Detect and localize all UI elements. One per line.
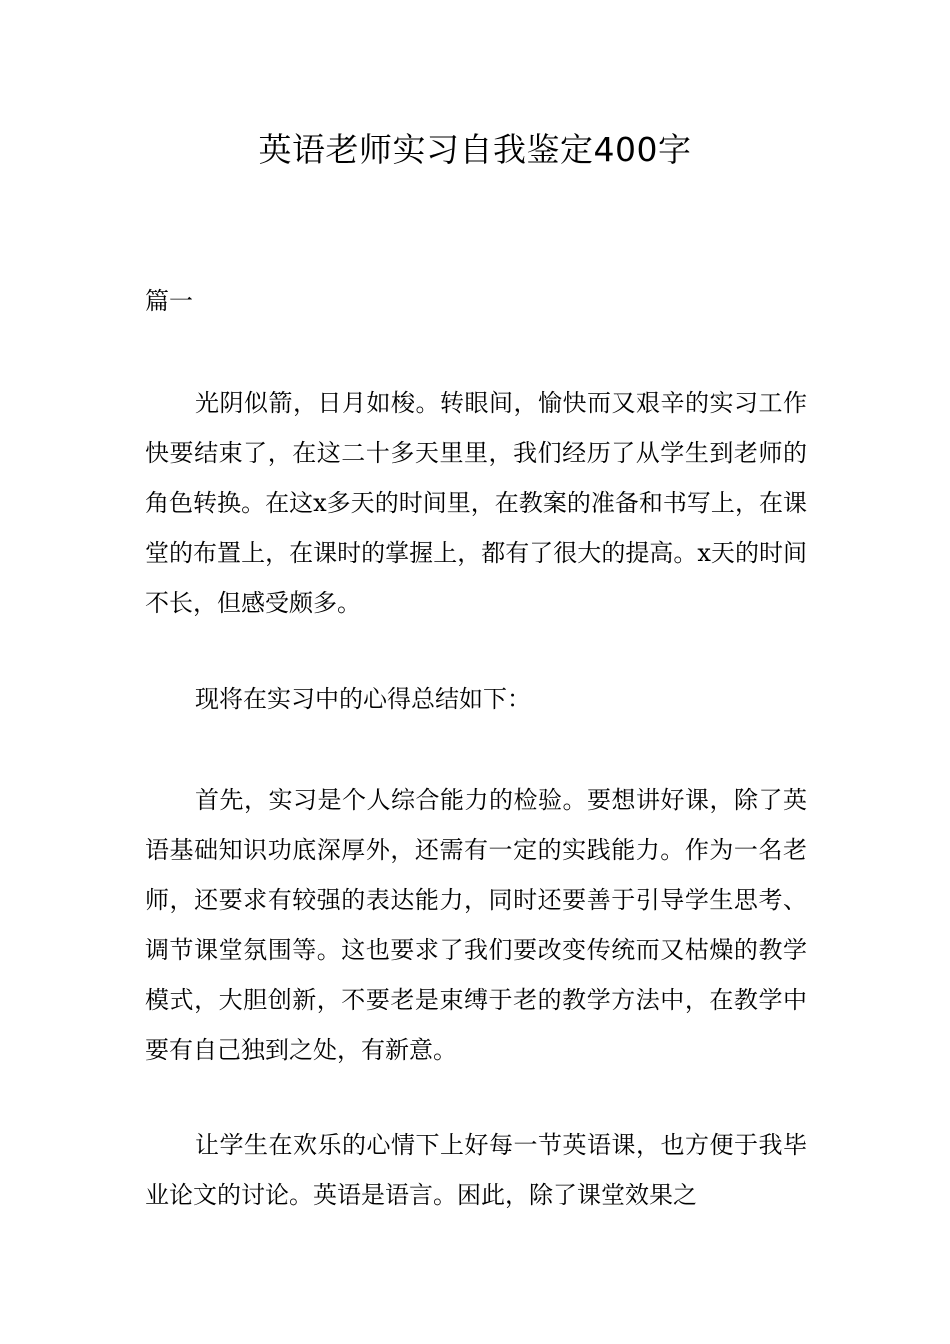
- paragraph-first-point: 首先，实习是个人综合能力的检验。要想讲好课，除了英语基础知识功底深厚外，还需有一定的实践能力。作为一名老师，还要求有较强的表达能力，同时还要善于引导学生思考、调节课堂氛围等。这也要求了我们要改变传统而又枯燥的教学模式，大胆创新，不要老是束缚于老的教学方法中，在教学中要有自己独到之处，有新意。: [145, 786, 807, 1064]
- document-title: 英语老师实习自我鉴定400字: [258, 130, 692, 169]
- section-label: 篇一: [145, 287, 193, 315]
- paragraph-continuation: 让学生在欢乐的心情下上好每一节英语课，也方便于我毕业论文的讨论。英语是语言。困此，除了课堂效果之: [145, 1131, 807, 1209]
- paragraph-summary-lead: 现将在实习中的心得总结如下：: [195, 685, 531, 713]
- paragraph-intro: 光阴似箭，日月如梭。转眼间，愉快而又艰辛的实习工作快要结束了，在这二十多天里里，我们经历了从学生到老师的角色转换。在这x多天的时间里，在教案的准备和书写上，在课堂的布置上，在课时的掌握上，都有了很大的提高。x天的时间不长，但感受颇多。: [145, 389, 807, 617]
